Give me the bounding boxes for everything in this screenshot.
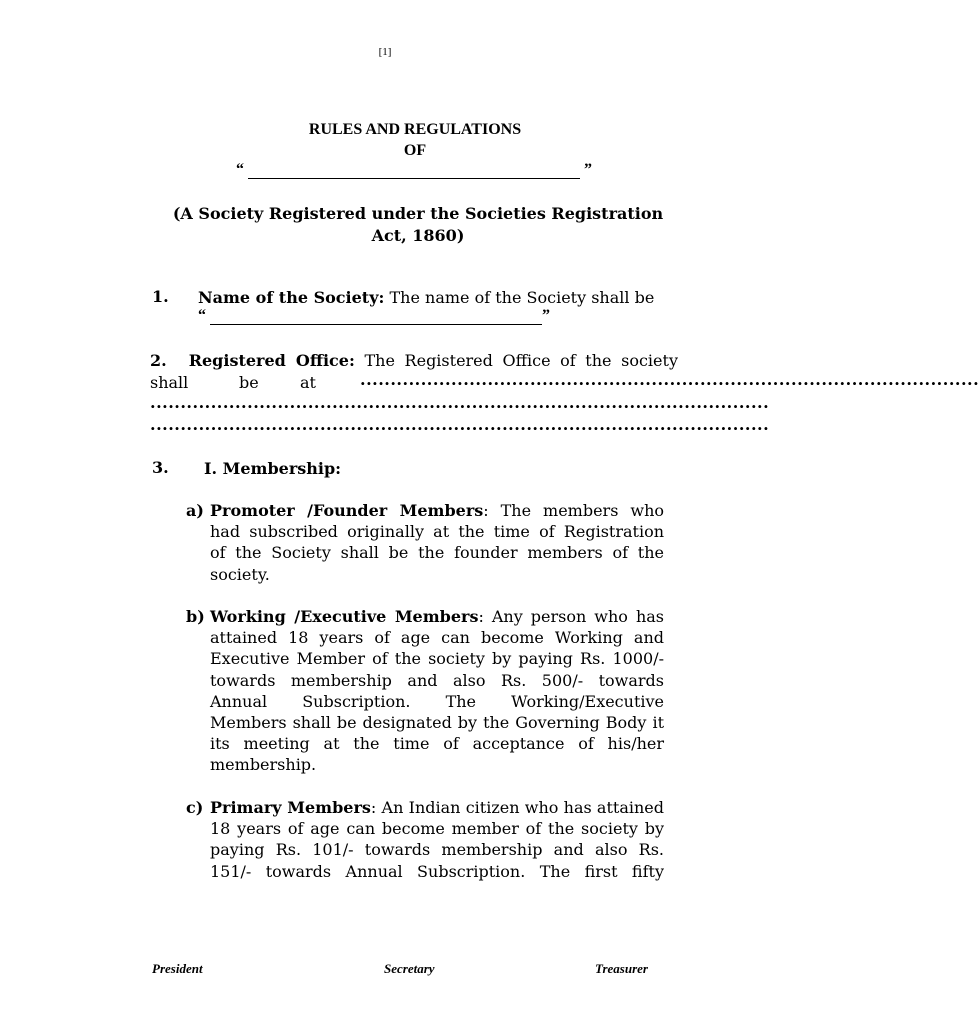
word-be: be [239, 373, 259, 392]
membership-item-c [186, 797, 678, 883]
title-name-blank [236, 161, 596, 185]
open-quote: “ [198, 307, 206, 324]
item-line: its meeting at the time of acceptance of his/her [210, 734, 664, 754]
item-line: Members shall be designated by the Governing Body it [210, 713, 664, 733]
section-3-number: 3. [152, 458, 169, 477]
word-shall: shall [150, 373, 189, 392]
address-dots-1: ...................................................................................................... [360, 370, 979, 389]
document-title [0, 119, 830, 161]
membership-item-b [186, 606, 678, 778]
item-heading: Promoter /Founder Members [210, 501, 484, 520]
close-quote: ” [542, 307, 550, 324]
item-line: society. [210, 564, 270, 584]
address-dots-2: ...................................................................................................... [150, 393, 770, 412]
item-line: of the Society shall be the founder members of the [210, 543, 664, 563]
item-line: attained 18 years of age can become Working and [210, 628, 664, 648]
section-2-text: The Registered Office of the society [364, 351, 678, 370]
section-2 [150, 350, 678, 371]
subtitle-line-1: (A Society Registered under the Societies Registration [172, 204, 664, 223]
item-line: had subscribed originally at the time of Registration [210, 522, 664, 542]
subtitle-line-2: Act, 1860) [371, 226, 465, 245]
item-heading: Working /Executive Members [210, 607, 479, 626]
section-1-heading: Name of the Society: [198, 288, 385, 307]
footer-president: President [152, 961, 203, 976]
title-line-2: OF [403, 142, 427, 159]
section-1-text: The name of the Society shall be [389, 288, 655, 307]
item-line: towards membership and also Rs. 500/- towards [210, 670, 664, 690]
item-label: a) [186, 501, 204, 520]
title-line-1: RULES AND REGULATIONS [308, 121, 522, 138]
word-at: at [300, 373, 316, 392]
item-line: Executive Member of the society by paying Rs. 1000/- [210, 649, 664, 669]
item-heading: Primary Members [210, 798, 371, 817]
society-name-blank [198, 307, 558, 331]
item-line: paying Rs. 101/- towards membership and also Rs. [210, 840, 664, 860]
item-line: : An Indian citizen who has attained [370, 798, 664, 817]
item-line: Annual Subscription. The Working/Executive [210, 691, 664, 711]
section-2-heading: Registered Office: [188, 351, 355, 370]
item-line: : Any person who has [478, 607, 664, 626]
close-quote: ” [584, 161, 592, 178]
footer-treasurer: Treasurer [595, 961, 648, 976]
blank-line [210, 324, 542, 325]
item-label: c) [186, 798, 204, 817]
footer-secretary: Secretary [384, 961, 435, 976]
blank-line [248, 178, 580, 179]
page-number: [1] [378, 46, 392, 58]
subtitle [150, 203, 686, 247]
section-1 [198, 287, 678, 308]
section-2-number: 2. [150, 351, 167, 370]
membership-item-a [186, 500, 678, 586]
item-line: 18 years of age can become member of the society by [210, 819, 664, 839]
item-line: 151/- towards Annual Subscription. The first fifty [210, 861, 664, 881]
item-label: b) [186, 607, 205, 626]
section-1-number: 1. [152, 287, 169, 306]
open-quote: “ [236, 161, 244, 178]
item-line: : The members who [483, 501, 665, 520]
item-line: membership. [210, 755, 317, 775]
address-dots-3: ...................................................................................................... [150, 415, 770, 434]
section-3-heading: I. Membership: [204, 459, 342, 478]
